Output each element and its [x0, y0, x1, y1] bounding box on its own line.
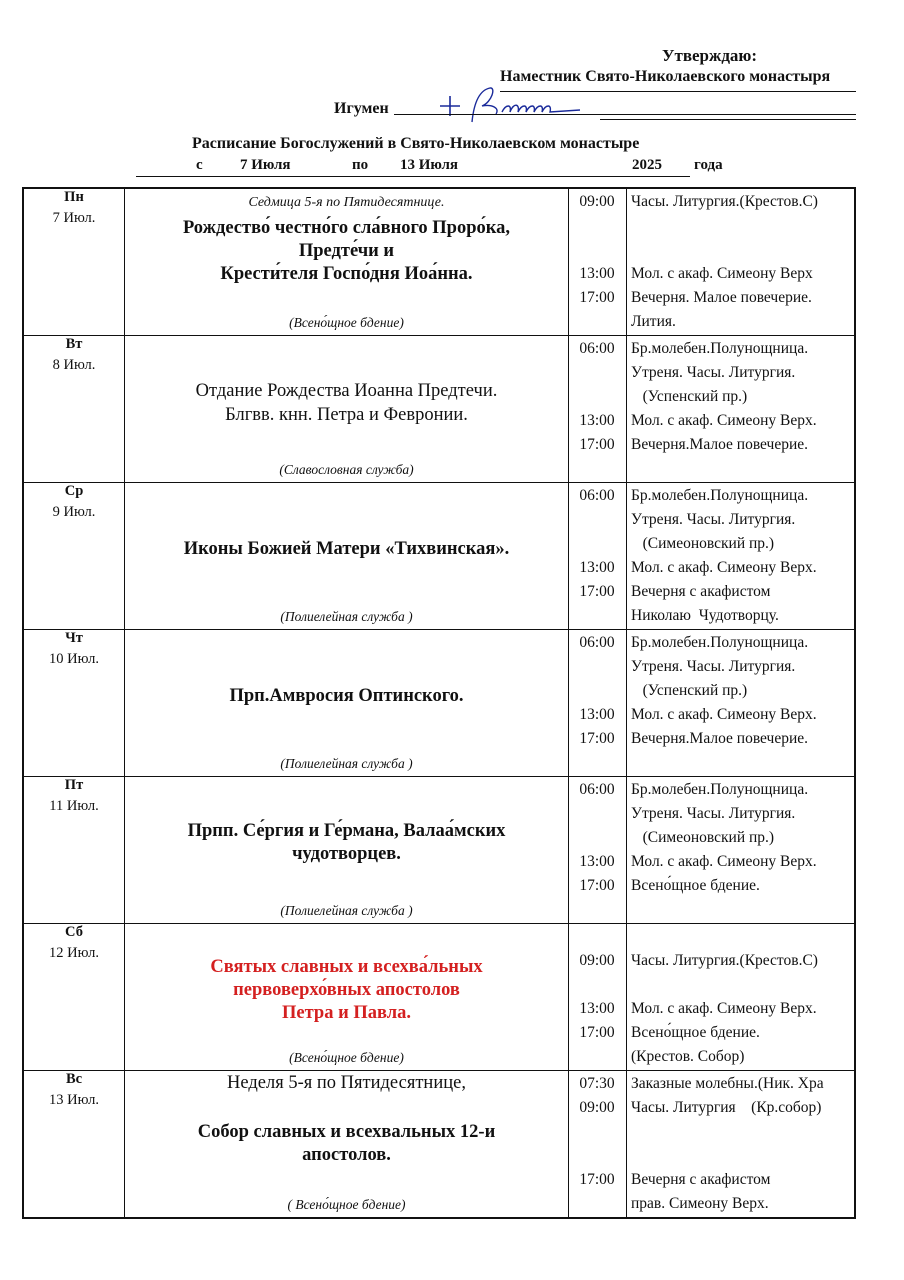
- feast-title-line: Прп.Амвросия Оптинского.: [229, 686, 464, 706]
- service-time: 13:00: [579, 265, 615, 282]
- service-item: (Успенский пр.): [631, 388, 748, 405]
- times-cell: [569, 1071, 627, 1219]
- service-item: Часы. Литургия (Кр.собор): [631, 1099, 822, 1116]
- service-type-note: (Полиелейная служба ): [280, 609, 413, 624]
- service-time: 09:00: [579, 1099, 615, 1116]
- service-item: Утреня. Часы. Литургия.: [631, 511, 796, 528]
- services-cell: [627, 1071, 856, 1219]
- day-cell: [23, 630, 125, 777]
- service-item: Вечерня.Малое повечерие.: [631, 436, 809, 453]
- period-year: 2025: [632, 157, 662, 173]
- service-time: 17:00: [579, 289, 615, 306]
- service-type-note: (Славословная служба): [279, 462, 414, 477]
- service-item: Николаю Чудотворцу.: [631, 607, 779, 624]
- day-name: Пн: [64, 189, 84, 205]
- week-note: Неделя 5-я по Пятидесятнице,: [227, 1073, 466, 1093]
- day-cell: [23, 924, 125, 1071]
- feast-title-line: апостолов.: [302, 1145, 391, 1165]
- feast-title: [131, 1121, 562, 1167]
- day-date: 7 Июл.: [52, 210, 96, 226]
- feast-title-line: Рождество́ честно́го сла́вного Проро́ка,: [182, 218, 511, 238]
- service-item: (Симеоновский пр.): [631, 829, 775, 846]
- feast-cell: [125, 188, 569, 336]
- service-type-note: (Всено́щное бдение): [289, 315, 404, 330]
- feast-cell: [125, 483, 569, 630]
- feast-title-line: Иконы Божией Матери «Тихвинская».: [183, 539, 510, 559]
- period-to-word: по: [352, 157, 369, 173]
- service-item: Мол. с акаф. Симеону Верх: [631, 265, 813, 282]
- times-cell: [569, 336, 627, 483]
- table-row: [23, 336, 855, 483]
- table-row: [23, 777, 855, 924]
- day-date: 9 Июл.: [52, 504, 96, 520]
- feast-title: [131, 538, 562, 561]
- service-item: (Симеоновский пр.): [631, 535, 775, 552]
- service-item: Бр.молебен.Полунощница.: [631, 487, 809, 504]
- service-item: Вечерня. Малое повечерие.: [631, 289, 812, 306]
- day-name: Чт: [65, 630, 83, 646]
- services-cell: [627, 777, 856, 924]
- service-time: 17:00: [579, 436, 615, 453]
- feast-title: [131, 820, 562, 866]
- handwritten-signature: [430, 82, 590, 128]
- times-cell: [569, 924, 627, 1071]
- service-item: Мол. с акаф. Симеону Верх.: [631, 412, 817, 429]
- feast-title: [131, 217, 562, 286]
- day-date: 13 Июл.: [49, 1092, 99, 1108]
- feast-title: [131, 956, 562, 1025]
- service-item: прав. Симеону Верх.: [631, 1195, 769, 1212]
- feast-title-line: Собор славных и всехвальных 12-и: [197, 1122, 496, 1142]
- table-row: [23, 630, 855, 777]
- service-item: Мол. с акаф. Симеону Верх.: [631, 853, 817, 870]
- service-item: Часы. Литургия.(Крестов.С): [631, 952, 818, 969]
- day-date: 12 Июл.: [49, 945, 99, 961]
- day-cell: [23, 1071, 125, 1219]
- period-to: 13 Июля: [400, 157, 459, 173]
- service-item: Утреня. Часы. Литургия.: [631, 805, 796, 822]
- schedule-title: Расписание Богослужений в Свято-Николаевском монастыре: [192, 135, 640, 152]
- feast-cell: [125, 1071, 569, 1219]
- day-date: 11 Июл.: [49, 798, 99, 814]
- day-name: Пт: [64, 777, 84, 793]
- feast-title-line: первоверхо́вных апостолов: [233, 980, 460, 1000]
- table-row: [23, 483, 855, 630]
- service-time: 13:00: [579, 1000, 615, 1017]
- services-cell: [627, 336, 856, 483]
- service-item: Утреня. Часы. Литургия.: [631, 364, 796, 381]
- service-time: 13:00: [579, 706, 615, 723]
- service-time: 17:00: [579, 730, 615, 747]
- times-cell: [569, 483, 627, 630]
- feast-title-line: Петра и Павла.: [281, 1003, 411, 1023]
- service-item: Всено́щное бдение.: [631, 877, 760, 894]
- service-time: 13:00: [579, 559, 615, 576]
- service-type-note: (Полиелейная служба ): [280, 756, 413, 771]
- service-time: 06:00: [579, 340, 615, 357]
- feast-title-line: Предте́чи и: [298, 241, 395, 261]
- day-name: Вс: [65, 1071, 83, 1087]
- service-item: Заказные молебны.(Ник. Хра: [631, 1075, 824, 1092]
- feast-cell: [125, 630, 569, 777]
- day-name: Сб: [65, 924, 83, 940]
- services-cell: [627, 188, 856, 336]
- service-type-note: (Всено́щное бдение): [289, 1050, 404, 1065]
- feast-title-line: Отдание Рождества Иоанна Предтечи.: [195, 381, 498, 401]
- day-date: 10 Июл.: [49, 651, 99, 667]
- services-cell: [627, 630, 856, 777]
- feast-title-line: Прпп. Се́ргия и Ге́рмана, Валаа́мских: [187, 821, 506, 841]
- service-time: 17:00: [579, 583, 615, 600]
- service-time: 06:00: [579, 781, 615, 798]
- day-cell: [23, 188, 125, 336]
- service-time: 17:00: [579, 1171, 615, 1188]
- service-item: (Крестов. Собор): [631, 1048, 745, 1065]
- service-time: 09:00: [579, 952, 615, 969]
- times-cell: [569, 188, 627, 336]
- service-item: Мол. с акаф. Симеону Верх.: [631, 706, 817, 723]
- approval-label: Утверждаю:: [662, 46, 758, 65]
- period-underline: [136, 176, 690, 177]
- table-row: [23, 1071, 855, 1219]
- service-time: 13:00: [579, 853, 615, 870]
- service-item: Бр.молебен.Полунощница.: [631, 634, 809, 651]
- feast-title: [131, 685, 562, 708]
- day-name: Вт: [65, 336, 83, 352]
- day-cell: [23, 483, 125, 630]
- feast-title-line: Блгвв. кнн. Петра и Февронии.: [225, 405, 468, 425]
- service-time: 09:00: [579, 193, 615, 210]
- period-year-word: года: [694, 157, 723, 173]
- service-item: Утреня. Часы. Литургия.: [631, 658, 796, 675]
- period-from-word: с: [196, 157, 203, 173]
- day-name: Ср: [64, 483, 84, 499]
- feast-title-line: Крести́теля Госпо́дня Иоа́нна.: [220, 264, 473, 284]
- service-item: Мол. с акаф. Симеону Верх.: [631, 1000, 817, 1017]
- feast-cell: [125, 777, 569, 924]
- service-item: Часы. Литургия.(Крестов.С): [631, 193, 818, 210]
- service-item: Бр.молебен.Полунощница.: [631, 781, 809, 798]
- signature-line: [394, 114, 856, 115]
- day-date: 8 Июл.: [52, 357, 96, 373]
- day-cell: [23, 336, 125, 483]
- service-type-note: (Полиелейная служба ): [280, 903, 413, 918]
- times-cell: [569, 777, 627, 924]
- service-time: 07:30: [579, 1075, 615, 1092]
- schedule-table: [22, 187, 856, 1219]
- service-item: Лития.: [631, 313, 676, 330]
- service-item: Всено́щное бдение.: [631, 1024, 760, 1041]
- service-item: Вечерня.Малое повечерие.: [631, 730, 809, 747]
- feast-title-line: Святых славных и всехва́льных: [210, 957, 483, 977]
- feast-title-line: чудотворцев.: [292, 844, 401, 864]
- service-item: Вечерня с акафистом: [631, 1171, 771, 1188]
- service-item: Вечерня с акафистом: [631, 583, 771, 600]
- service-type-note: ( Всено́щное бдение): [287, 1197, 406, 1212]
- week-note: Седмица 5-я по Пятидесятнице.: [248, 195, 445, 210]
- igumen-label: Игумен: [334, 100, 389, 117]
- service-item: Мол. с акаф. Симеону Верх.: [631, 559, 817, 576]
- services-cell: [627, 924, 856, 1071]
- service-time: 06:00: [579, 634, 615, 651]
- table-row: [23, 924, 855, 1071]
- day-cell: [23, 777, 125, 924]
- service-item: Бр.молебен.Полунощница.: [631, 340, 809, 357]
- feast-cell: [125, 336, 569, 483]
- abbot-title: Наместник Свято-Николаевского монастыря: [500, 68, 831, 85]
- table-row: [23, 188, 855, 336]
- service-time: 17:00: [579, 877, 615, 894]
- times-cell: [569, 630, 627, 777]
- feast-title: [131, 379, 562, 427]
- service-time: 06:00: [579, 487, 615, 504]
- feast-cell: [125, 924, 569, 1071]
- service-time: 13:00: [579, 412, 615, 429]
- period-from: 7 Июля: [240, 157, 291, 173]
- service-time: 17:00: [579, 1024, 615, 1041]
- signature-line-double: [600, 119, 856, 120]
- services-cell: [627, 483, 856, 630]
- service-item: (Успенский пр.): [631, 682, 748, 699]
